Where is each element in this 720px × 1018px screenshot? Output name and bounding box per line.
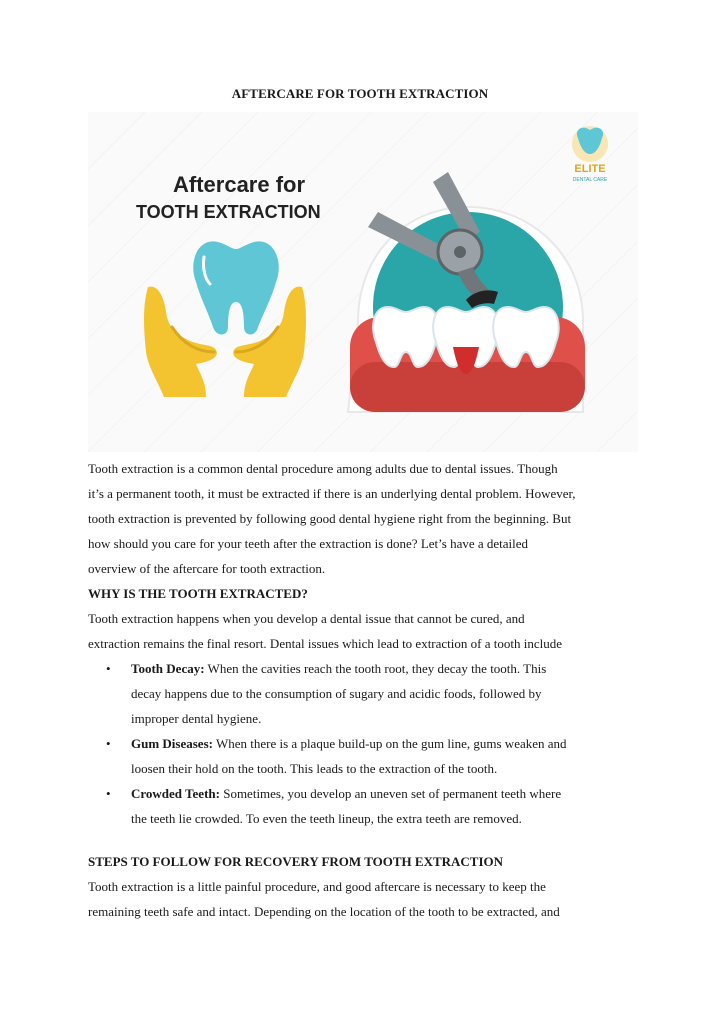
banner-illustration xyxy=(88,112,638,452)
bullet-text: decay happens due to the consumption of sugary and acidic foods, followed by xyxy=(131,686,542,701)
article-body xyxy=(88,456,648,924)
bullet-text: improper dental hygiene. xyxy=(131,711,262,726)
bullet-text: the teeth lie crowded. To even the teeth lineup, the extra teeth are removed. xyxy=(131,811,522,826)
intro-line: Tooth extraction is a common dental procedure among adults due to dental issues. Though xyxy=(88,461,558,476)
list-item xyxy=(88,731,648,781)
section1-line: extraction remains the final resort. Dental issues which lead to extraction of a tooth include xyxy=(88,636,562,651)
banner-heading-line1: Aftercare for xyxy=(173,172,306,197)
bullet-term: Gum Diseases: xyxy=(131,736,213,751)
elite-dental-logo xyxy=(572,126,608,183)
list-item xyxy=(88,781,648,831)
bullet-term: Crowded Teeth: xyxy=(131,786,220,801)
bullet-text: When the cavities reach the tooth root, they decay the tooth. This xyxy=(204,661,547,676)
section2-line: remaining teeth safe and intact. Depending on the location of the tooth to be extracted, and xyxy=(88,904,560,919)
bullet-text: Sometimes, you develop an uneven set of permanent teeth where xyxy=(219,786,562,801)
intro-line: overview of the aftercare for tooth extraction. xyxy=(88,561,326,576)
intro-line: tooth extraction is prevented by following good dental hygiene right from the beginning. But xyxy=(88,511,572,526)
section1-heading: WHY IS THE TOOTH EXTRACTED? xyxy=(88,586,308,601)
list-item xyxy=(88,656,648,731)
banner-heading-line2: TOOTH EXTRACTION xyxy=(136,202,321,222)
section1-line: Tooth extraction happens when you develop a dental issue that cannot be cured, and xyxy=(88,611,525,626)
intro-line: how should you care for your teeth after the extraction is done? Let’s have a detailed xyxy=(88,536,529,551)
section2-heading: STEPS TO FOLLOW FOR RECOVERY FROM TOOTH EXTRACTION xyxy=(88,854,504,869)
document-title: AFTERCARE FOR TOOTH EXTRACTION xyxy=(231,86,489,101)
logo-name: ELITE xyxy=(574,163,606,175)
intro-line: it’s a permanent tooth, it must be extracted if there is an underlying dental problem. However, xyxy=(88,486,576,501)
bullet-term: Tooth Decay: xyxy=(131,661,205,676)
reasons-list xyxy=(88,656,648,831)
bullet-text: When there is a plaque build-up on the gum line, gums weaken and xyxy=(212,736,567,751)
bullet-text: loosen their hold on the tooth. This leads to the extraction of the tooth. xyxy=(131,761,498,776)
section2-line: Tooth extraction is a little painful procedure, and good aftercare is necessary to keep the xyxy=(88,879,546,894)
logo-tagline: DENTAL CARE xyxy=(572,177,608,183)
